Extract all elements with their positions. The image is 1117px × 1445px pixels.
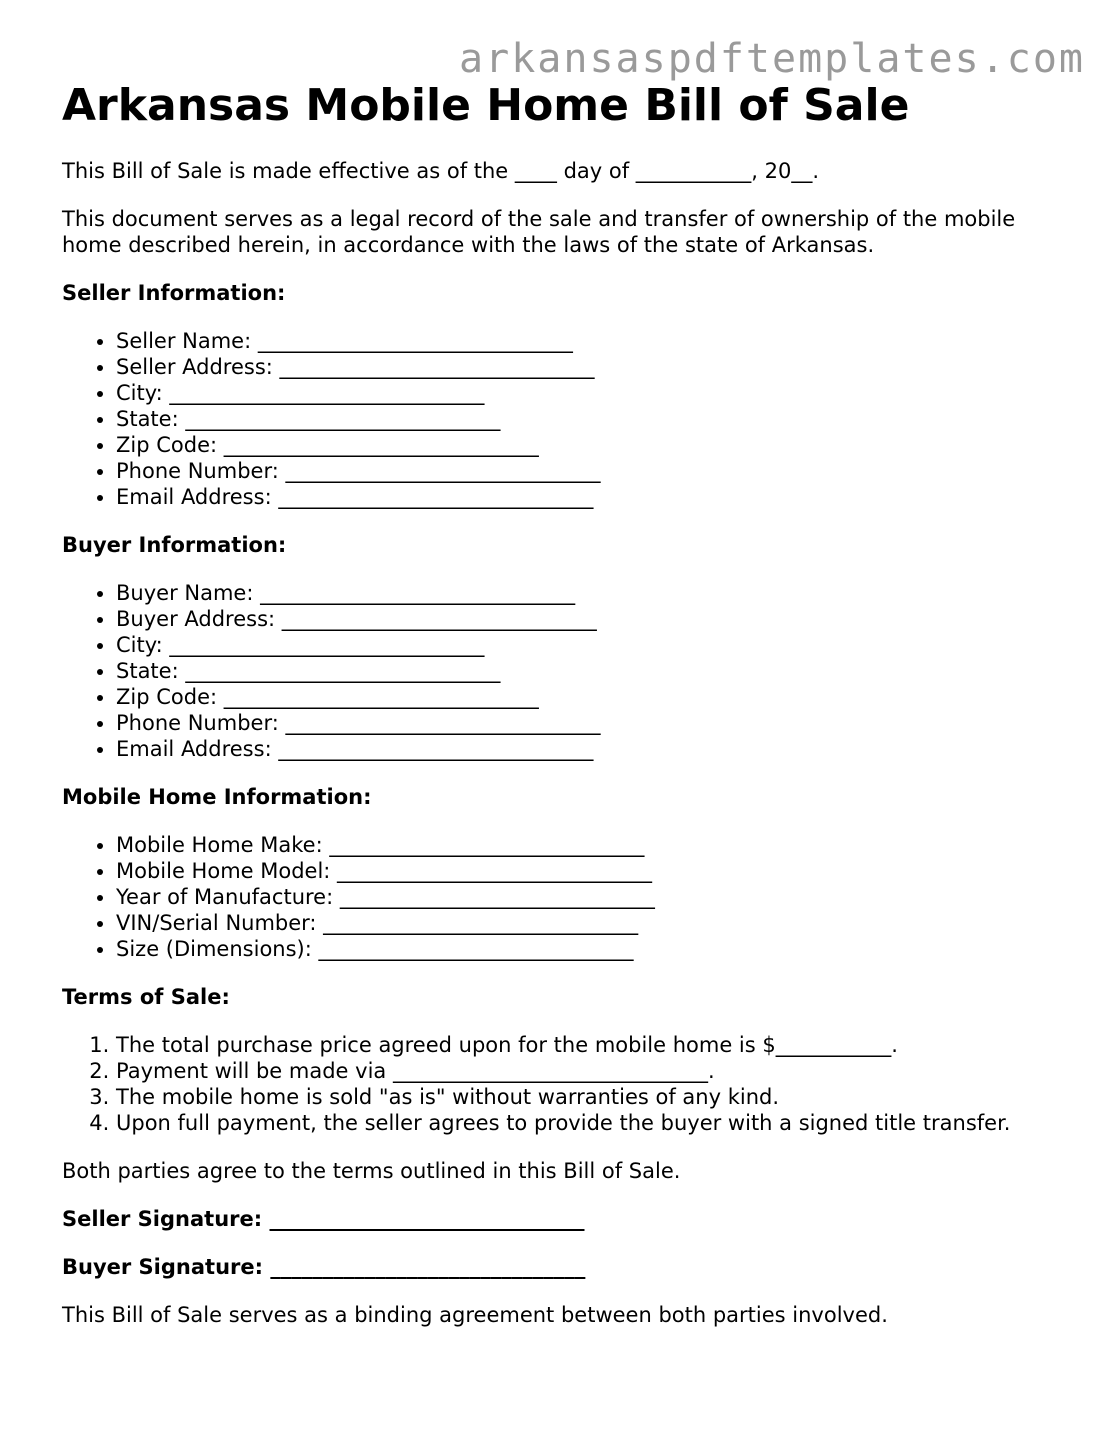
buyer-address-field: • Buyer Address: ______________________________ — [116, 606, 1072, 632]
buyer-section-heading: Buyer Information: — [62, 533, 287, 557]
seller-city-field: • City: ______________________________ — [116, 380, 1072, 406]
buyer-name-field: • Buyer Name: ______________________________ — [116, 580, 1072, 606]
vin-serial-field: • VIN/Serial Number: ______________________________ — [116, 910, 1072, 936]
term-title-transfer: 4. Upon full payment, the seller agrees to provide the buyer with a signed title transfer. — [116, 1110, 1072, 1136]
buyer-zip-field: • Zip Code: ______________________________ — [116, 684, 1072, 710]
seller-address-field: • Seller Address: ______________________________ — [116, 354, 1072, 380]
seller-field-list — [62, 328, 1072, 510]
terms-section-heading: Terms of Sale: — [62, 985, 230, 1009]
terms-list — [62, 1032, 1072, 1136]
term-payment-method: 2. Payment will be made via ______________________________. — [116, 1058, 1072, 1084]
seller-state-field: • State: ______________________________ — [116, 406, 1072, 432]
term-purchase-price: 1. The total purchase price agreed upon for the mobile home is $___________. — [116, 1032, 1072, 1058]
watermark: arkansaspdftemplates.com — [459, 36, 1085, 82]
seller-section-heading: Seller Information: — [62, 281, 286, 305]
buyer-field-list — [62, 580, 1072, 762]
mobile-home-section-heading: Mobile Home Information: — [62, 785, 372, 809]
seller-email-field: • Email Address: ______________________________ — [116, 484, 1072, 510]
page-title: Arkansas Mobile Home Bill of Sale — [62, 80, 910, 131]
document-page — [62, 80, 1072, 1350]
term-as-is: 3. The mobile home is sold "as is" without warranties of any kind. — [116, 1084, 1072, 1110]
seller-name-field: • Seller Name: ______________________________ — [116, 328, 1072, 354]
buyer-phone-field: • Phone Number: ______________________________ — [116, 710, 1072, 736]
seller-phone-field: • Phone Number: ______________________________ — [116, 458, 1072, 484]
seller-zip-field: • Zip Code: ______________________________ — [116, 432, 1072, 458]
mobile-home-field-list — [62, 832, 1072, 962]
mobile-home-make-field: • Mobile Home Make: ______________________________ — [116, 832, 1072, 858]
buyer-signature-line: Buyer Signature: ______________________________ — [62, 1255, 586, 1279]
year-of-manufacture-field: • Year of Manufacture: ______________________________ — [116, 884, 1072, 910]
mobile-home-model-field: • Mobile Home Model: ______________________________ — [116, 858, 1072, 884]
seller-signature-line: Seller Signature: ______________________________ — [62, 1207, 585, 1231]
buyer-city-field: • City: ______________________________ — [116, 632, 1072, 658]
purpose-paragraph: This document serves as a legal record of the sale and transfer of ownership of the mobile home described herein, in accordance with the laws of the state of Arkansas. — [62, 207, 1016, 257]
effective-date-line: This Bill of Sale is made effective as of the ____ day of ___________, 20__. — [62, 159, 820, 183]
agreement-statement: Both parties agree to the terms outlined in this Bill of Sale. — [62, 1159, 681, 1183]
size-dimensions-field: • Size (Dimensions): ______________________________ — [116, 936, 1072, 962]
buyer-state-field: • State: ______________________________ — [116, 658, 1072, 684]
buyer-email-field: • Email Address: ______________________________ — [116, 736, 1072, 762]
closing-statement: This Bill of Sale serves as a binding agreement between both parties involved. — [62, 1303, 888, 1327]
